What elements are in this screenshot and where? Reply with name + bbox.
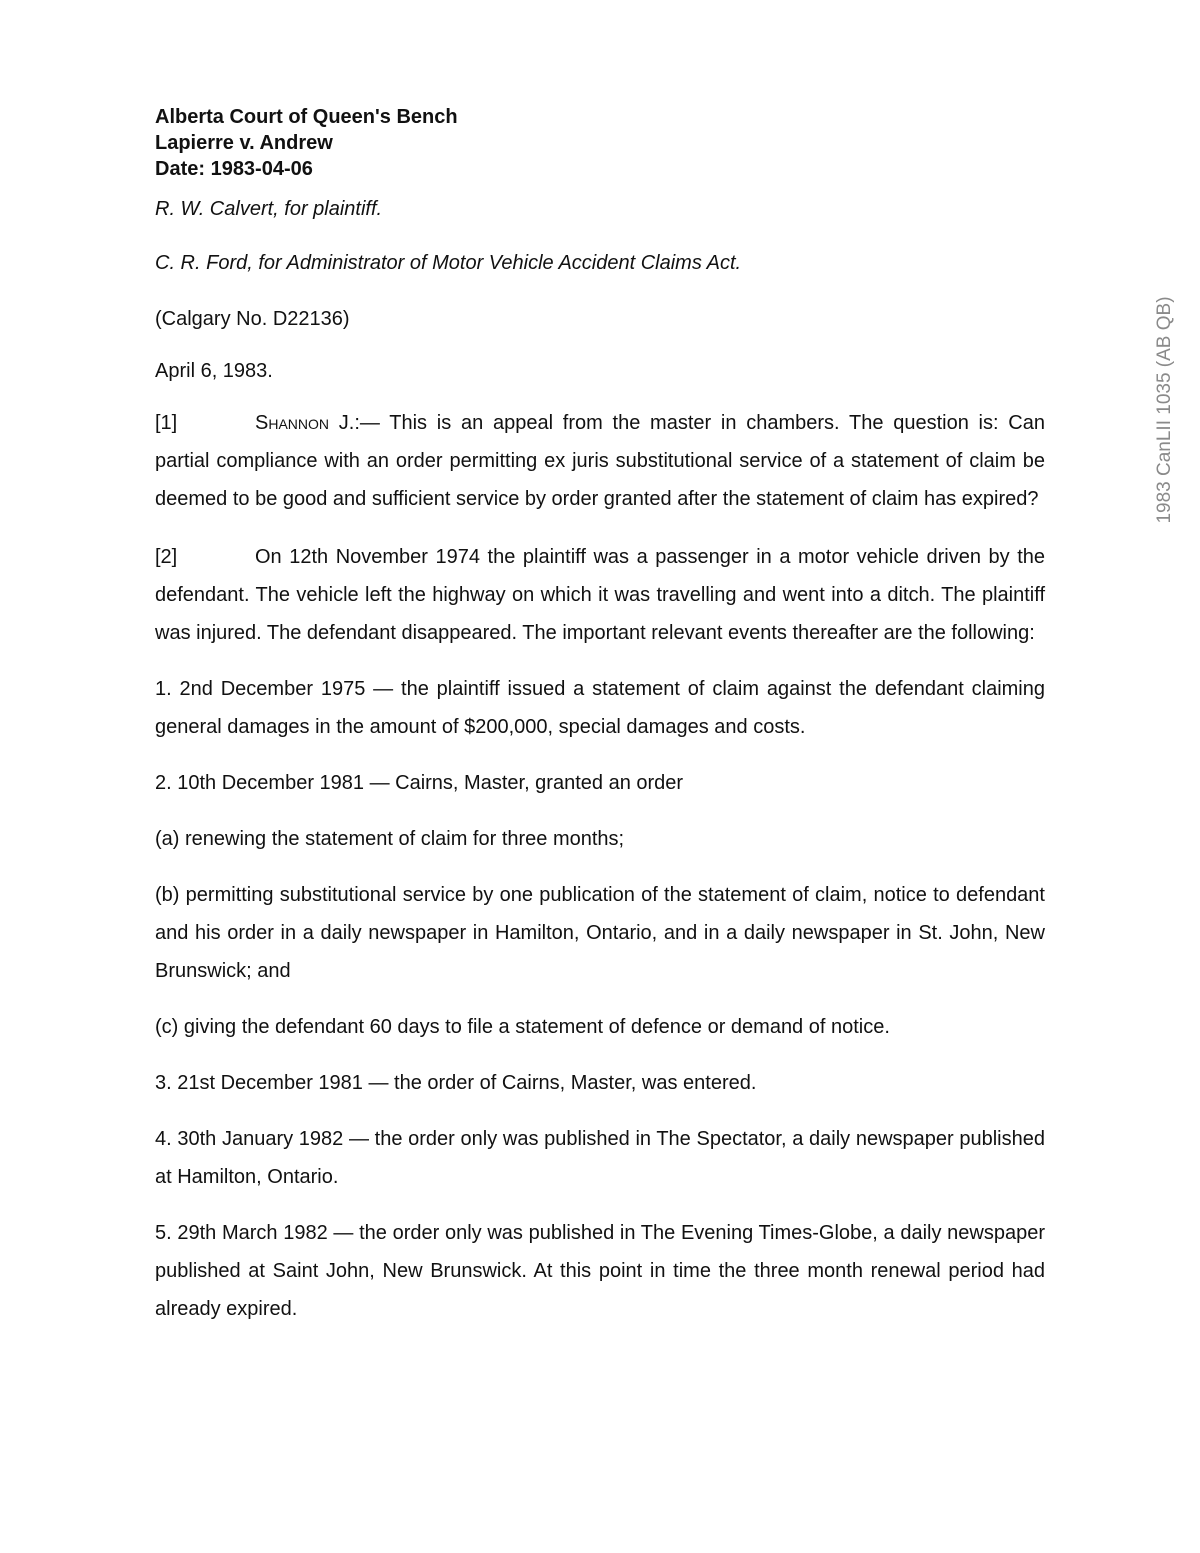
counsel-plaintiff: R. W. Calvert, for plaintiff. [155, 198, 383, 220]
decision-date-header: Date: 1983-04-06 [155, 158, 313, 180]
judge-name: Shannon J. [255, 412, 355, 434]
event-4: 4. 30th January 1982 — the order only was published in The Spectator, a daily newspaper published at Hamilton, Ontario. [155, 1128, 1045, 1188]
case-name: Lapierre v. Andrew [155, 132, 333, 154]
paragraph-text: :— This is an appeal from the master in chambers. The question is: Can partial compliance with an order permitting ex juris substitutional service of a statement of claim be deemed to be good and sufficient service by order granted after the statement of claim has expired? [155, 412, 1045, 510]
event-3: 3. 21st December 1981 — the order of Cairns, Master, was entered. [155, 1072, 757, 1094]
event-5: 5. 29th March 1982 — the order only was published in The Evening Times-Globe, a daily newspaper published at Saint John, New Brunswick. At this point in time the three month renewal period had already expired. [155, 1222, 1045, 1320]
paragraph-1 [155, 404, 1045, 518]
court-name: Alberta Court of Queen's Bench [155, 106, 458, 128]
event-1: 1. 2nd December 1975 — the plaintiff issued a statement of claim against the defendant claiming general damages in the amount of $200,000, special damages and costs. [155, 678, 1045, 738]
event-2a: (a) renewing the statement of claim for three months; [155, 828, 625, 850]
event-2: 2. 10th December 1981 — Cairns, Master, granted an order [155, 772, 684, 794]
event-2b: (b) permitting substitutional service by one publication of the statement of claim, notice to defendant and his order in a daily newspaper in Hamilton, Ontario, and in a daily newspaper in St. John, New Brunswick; and [155, 884, 1045, 982]
counsel-administrator: C. R. Ford, for Administrator of Motor Vehicle Accident Claims Act. [155, 252, 742, 274]
paragraph-text: On 12th November 1974 the plaintiff was a passenger in a motor vehicle driven by the defendant. The vehicle left the highway on which it was travelling and went into a ditch. The plaintiff was injured. The defendant disappeared. The important relevant events thereafter are the following: [155, 546, 1045, 644]
document-page [155, 104, 1045, 1328]
paragraph-number: [1] [155, 412, 178, 434]
paragraph-number: [2] [155, 546, 178, 568]
canlii-citation-watermark: 1983 CanLII 1035 (AB QB) [1154, 296, 1175, 524]
paragraph-2 [155, 538, 1045, 652]
decision-date: April 6, 1983. [155, 360, 273, 382]
file-number: (Calgary No. D22136) [155, 308, 350, 330]
event-2c: (c) giving the defendant 60 days to file a statement of defence or demand of notice. [155, 1016, 890, 1038]
